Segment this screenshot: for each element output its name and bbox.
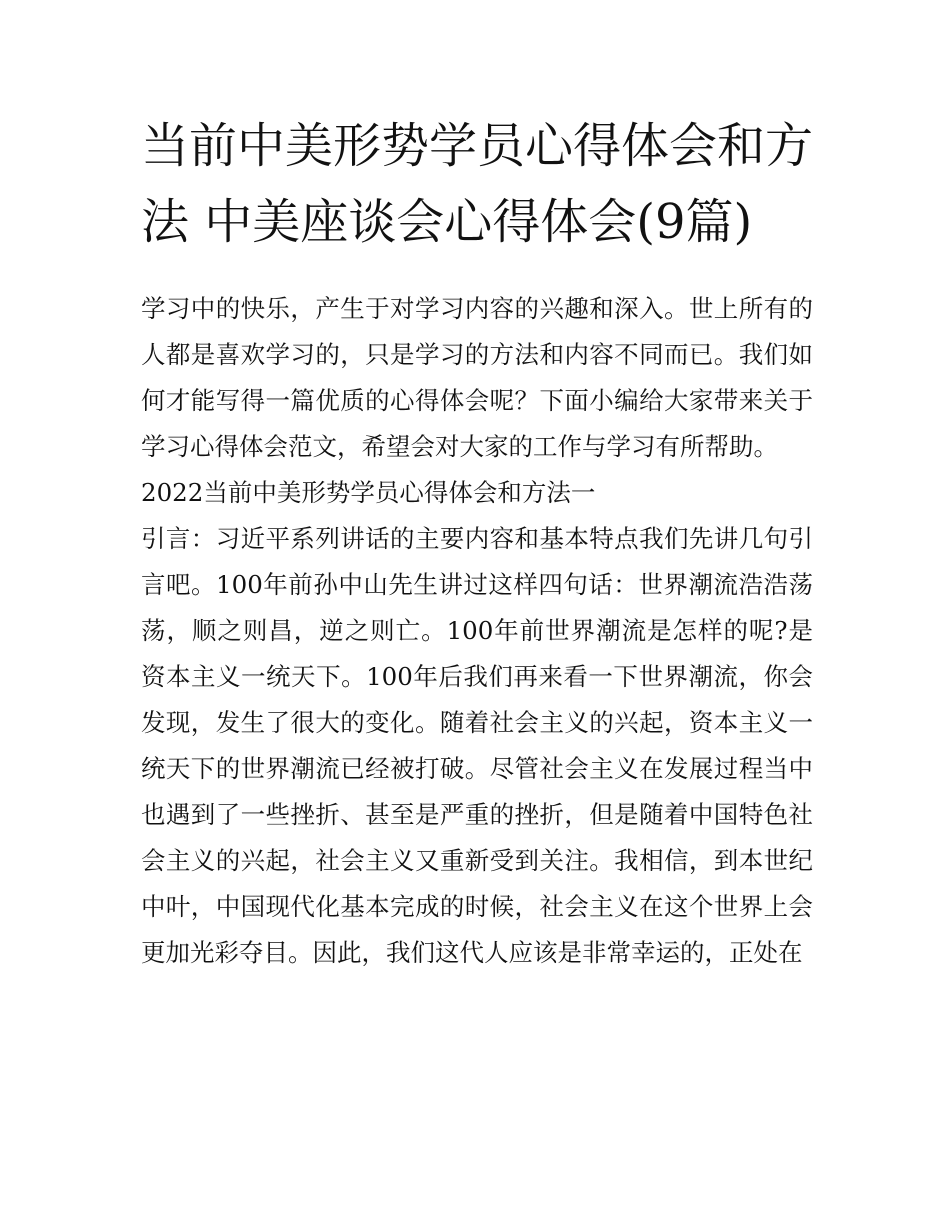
section-heading: 2022当前中美形势学员心得体会和方法一	[141, 478, 596, 507]
document-content	[141, 108, 813, 976]
intro-paragraph: 学习中的快乐，产生于对学习内容的兴趣和深入。世上所有的人都是喜欢学习的，只是学习的方法和内容不同而已。我们如何才能写得一篇优质的心得体会呢？下面小编给大家带来关于学习心得体会范文，希望会对大家的工作与学习有所帮助。	[141, 294, 813, 461]
document-title: 当前中美形势学员心得体会和方法 中美座谈会心得体会(9篇)	[141, 118, 814, 250]
body-paragraph: 引言：习近平系列讲话的主要内容和基本特点我们先讲几句引言吧。100年前孙中山先生讲过这样四句话：世界潮流浩浩荡荡，顺之则昌，逆之则亡。100年前世界潮流是怎样的呢?是资本主义一统天下。100年后我们再来看一下世界潮流，你会发现，发生了很大的变化。随着社会主义的兴起，资本主义一统天下的世界潮流已经被打破。尽管社会主义在发展过程当中也遇到了一些挫折、甚至是严重的挫折，但是随着中国特色社会主义的兴起，社会主义又重新受到关注。我相信，到本世纪中叶，中国现代化基本完成的时候，社会主义在这个世界上会更加光彩夺目。因此，我们这代人应该是非常幸运的，正处在	[141, 524, 813, 967]
